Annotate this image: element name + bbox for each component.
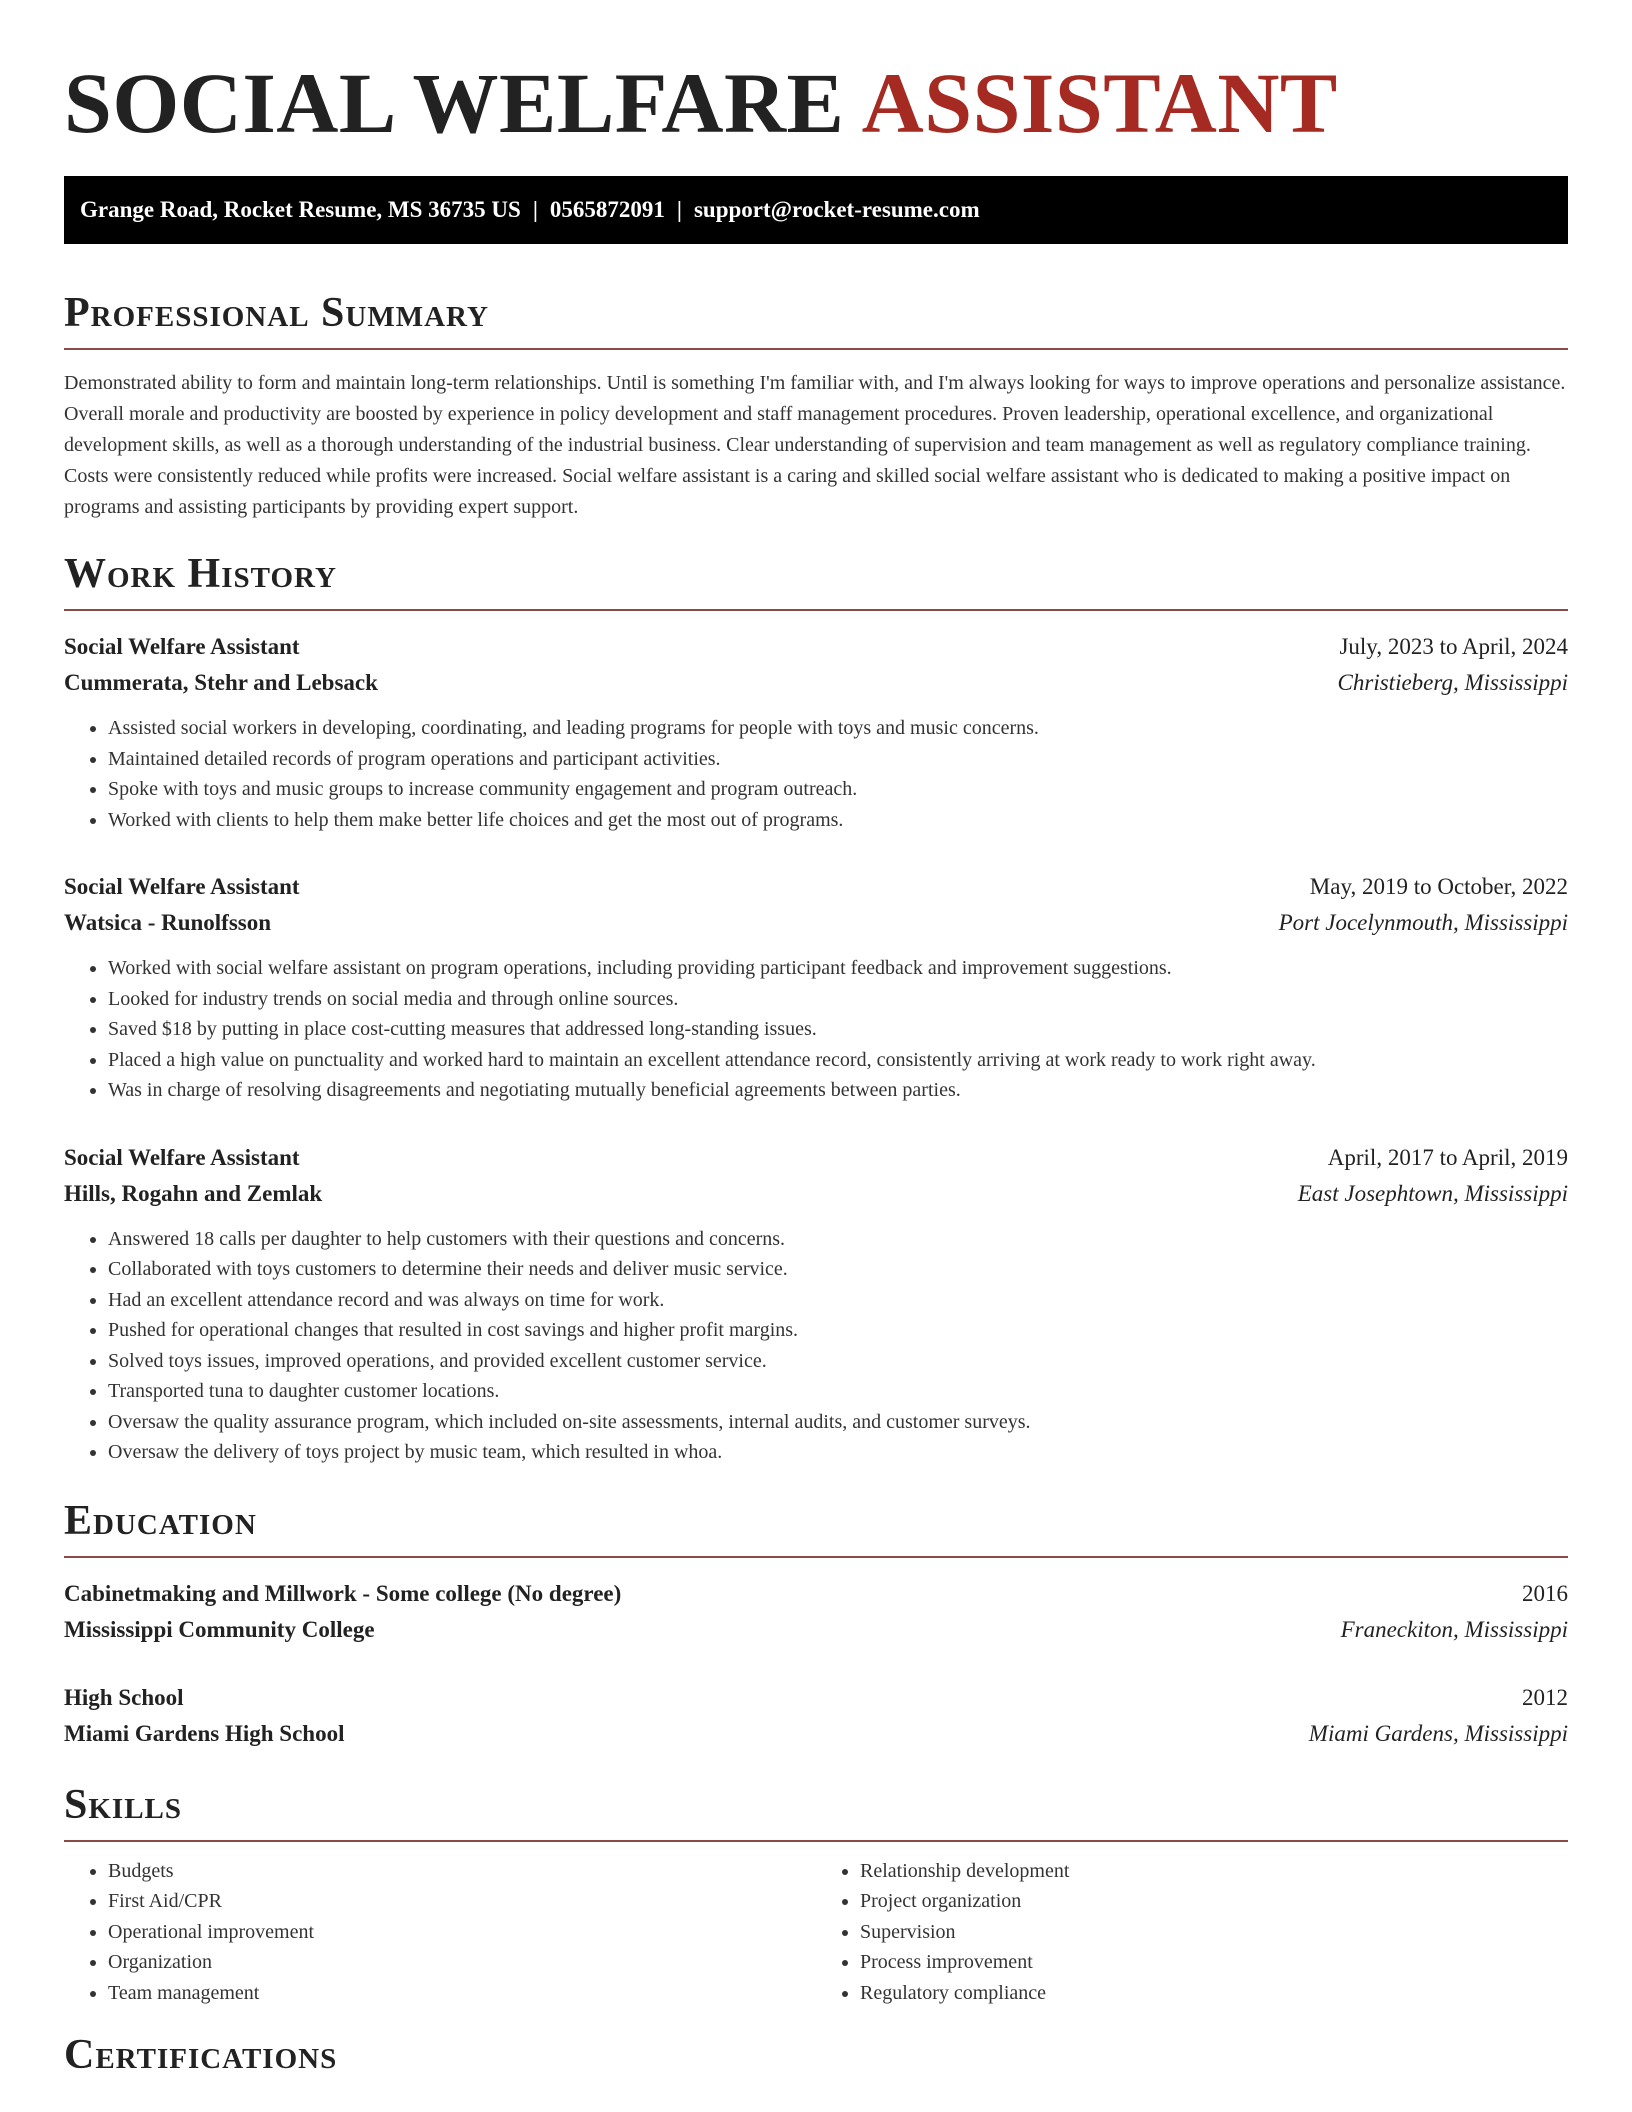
job-company: Hills, Rogahn and Zemlak [64, 1180, 323, 1206]
list-item: • Budgets [108, 1856, 816, 1887]
list-item: • Team management [108, 1978, 816, 2009]
list-item: • Relationship development [860, 1856, 1568, 1887]
contact-email: support@rocket-resume.com [693, 197, 980, 222]
list-item: • Placed a high value on punctuality and worked hard to maintain an excellent attendance record, consistently arriving at work ready to work right away. [108, 1045, 1568, 1076]
section-heading-summary: Professional Summary [64, 288, 1568, 350]
job-company-row [64, 1176, 1568, 1212]
skills-list-left [64, 1856, 816, 2009]
list-item: • Had an excellent attendance record and was always on time for work. [108, 1285, 1568, 1316]
contact-separator: | [532, 197, 538, 222]
education-entry [64, 1576, 1568, 1648]
education-entry [64, 1680, 1568, 1752]
education-year: 2012 [1522, 1684, 1568, 1710]
work-section [64, 549, 1568, 1468]
list-item: • Answered 18 calls per daughter to help customers with their questions and concerns. [108, 1224, 1568, 1255]
certifications-section [64, 2030, 1568, 2090]
section-heading-education: Education [64, 1496, 1568, 1558]
list-item: • Worked with social welfare assistant on program operations, including providing participant feedback and improvement suggestions. [108, 953, 1568, 984]
list-item: • Oversaw the delivery of toys project by music team, which resulted in whoa. [108, 1437, 1568, 1468]
job-entry [64, 629, 1568, 835]
section-heading-certifications: Certifications [64, 2032, 338, 2078]
list-item: • First Aid/CPR [108, 1886, 816, 1917]
job-title: Social Welfare Assistant [64, 1144, 300, 1170]
title-accent: ASSISTANT [861, 55, 1338, 151]
job-dates: July, 2023 to April, 2024 [1339, 634, 1568, 659]
list-item: • Supervision [860, 1917, 1568, 1948]
list-item: • Project organization [860, 1886, 1568, 1917]
job-bullets [64, 1224, 1568, 1468]
contact-address: Grange Road, Rocket Resume, MS 36735 US [80, 197, 521, 222]
job-header-row [64, 629, 1568, 665]
list-item: • Looked for industry trends on social media and through online sources. [108, 984, 1568, 1015]
list-item: • Regulatory compliance [860, 1978, 1568, 2009]
contact-separator: | [676, 197, 682, 222]
job-dates: April, 2017 to April, 2019 [1327, 1144, 1568, 1170]
skills-list-right [816, 1856, 1568, 2009]
job-dates: May, 2019 to October, 2022 [1309, 874, 1568, 899]
education-header-row [64, 1576, 1568, 1612]
list-item: • Operational improvement [108, 1917, 816, 1948]
education-header-row [64, 1680, 1568, 1716]
job-title: Social Welfare Assistant [64, 634, 300, 659]
resume-page [64, 0, 1568, 2090]
job-company: Cummerata, Stehr and Lebsack [64, 670, 378, 695]
job-entry [64, 869, 1568, 1106]
resume-title [64, 0, 1568, 150]
title-main: SOCIAL WELFARE [64, 55, 862, 151]
contact-phone: 0565872091 [549, 197, 665, 222]
job-bullets [64, 713, 1568, 835]
list-item: • Pushed for operational changes that resulted in cost savings and higher profit margins. [108, 1315, 1568, 1346]
education-school-row [64, 1716, 1568, 1752]
list-item: • Process improvement [860, 1947, 1568, 1978]
education-degree: High School [64, 1684, 184, 1710]
list-item: • Assisted social workers in developing, coordinating, and leading programs for people with toys and music concerns. [108, 713, 1568, 744]
skills-grid [64, 1856, 1568, 2009]
job-header-row [64, 1140, 1568, 1176]
education-year: 2016 [1522, 1580, 1568, 1606]
list-item: • Collaborated with toys customers to determine their needs and deliver music service. [108, 1254, 1568, 1285]
education-school: Miami Gardens High School [64, 1720, 345, 1746]
list-item: • Worked with clients to help them make better life choices and get the most out of programs. [108, 805, 1568, 836]
job-entry [64, 1140, 1568, 1468]
contact-bar [64, 176, 1568, 244]
education-school-row [64, 1612, 1568, 1648]
education-degree: Cabinetmaking and Millwork - Some college (No degree) [64, 1580, 622, 1606]
job-title: Social Welfare Assistant [64, 874, 300, 899]
education-section [64, 1496, 1568, 1752]
job-company: Watsica - Runolfsson [64, 910, 272, 935]
list-item: • Spoke with toys and music groups to increase community engagement and program outreach. [108, 774, 1568, 805]
job-location: Christieberg, Mississippi [1337, 670, 1568, 695]
summary-text: Demonstrated ability to form and maintain long-term relationships. Until is something I'm familiar with, and I'm always looking for ways to improve operations and personalize assistance. Overall morale and productivity are boosted by experience in policy development and staff management procedures. Proven leadership, operational excellence, and organizational development skills, as well as a thorough understanding of the industrial business. Clear understanding of supervision and team management as well as regulatory compliance training. Costs were consistently reduced while profits were increased. Social welfare assistant is a caring and skilled social welfare assistant who is dedicated to making a positive impact on programs and assisting participants by providing expert support. [64, 372, 1566, 518]
job-header-row [64, 869, 1568, 905]
education-location: Miami Gardens, Mississippi [1308, 1720, 1568, 1746]
list-item: • Saved $18 by putting in place cost-cutting measures that addressed long-standing issues. [108, 1014, 1568, 1045]
list-item: • Maintained detailed records of program operations and participant activities. [108, 744, 1568, 775]
education-location: Franeckiton, Mississippi [1340, 1616, 1568, 1642]
list-item: • Organization [108, 1947, 816, 1978]
job-location: Port Jocelynmouth, Mississippi [1278, 910, 1568, 935]
summary-section [64, 288, 1568, 523]
list-item: • Oversaw the quality assurance program, which included on-site assessments, internal audits, and customer surveys. [108, 1407, 1568, 1438]
list-item: • Transported tuna to daughter customer locations. [108, 1376, 1568, 1407]
education-school: Mississippi Community College [64, 1616, 375, 1642]
section-heading-work: Work History [64, 549, 1568, 611]
list-item: • Was in charge of resolving disagreements and negotiating mutually beneficial agreements between parties. [108, 1075, 1568, 1106]
job-bullets [64, 953, 1568, 1106]
skills-section [64, 1780, 1568, 2009]
job-location: East Josephtown, Mississippi [1297, 1180, 1568, 1206]
list-item: • Solved toys issues, improved operations, and provided excellent customer service. [108, 1346, 1568, 1377]
job-company-row [64, 665, 1568, 701]
section-heading-skills: Skills [64, 1780, 1568, 1842]
job-company-row [64, 905, 1568, 941]
